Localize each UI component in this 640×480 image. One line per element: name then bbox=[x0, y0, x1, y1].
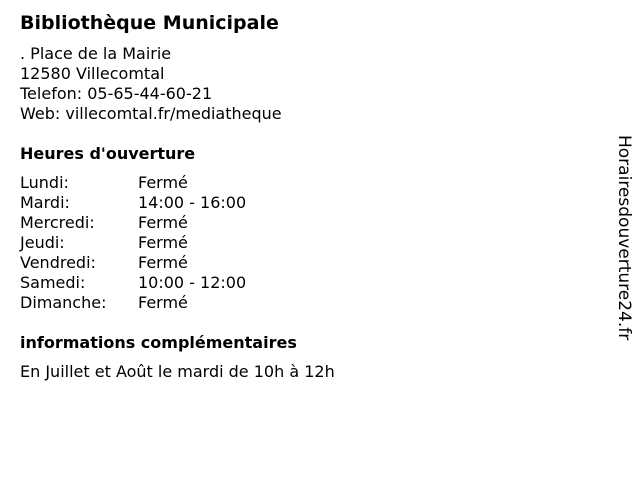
hours-day: Mardi: bbox=[20, 193, 70, 212]
info-heading: informations complémentaires bbox=[20, 333, 297, 352]
library-name: Bibliothèque Municipale bbox=[20, 12, 279, 34]
hours-day: Vendredi: bbox=[20, 253, 96, 272]
library-card bbox=[20, 10, 600, 382]
address-street: . Place de la Mairie bbox=[20, 44, 172, 63]
hours-value: Fermé bbox=[138, 293, 188, 312]
hours-value: Fermé bbox=[138, 233, 188, 252]
hours-value: Fermé bbox=[138, 213, 188, 232]
hours-row-sunday bbox=[20, 293, 600, 313]
hours-row-wednesday bbox=[20, 213, 600, 233]
address-city: 12580 Villecomtal bbox=[20, 64, 165, 83]
hours-day: Jeudi: bbox=[20, 233, 65, 252]
hours-row-tuesday bbox=[20, 193, 600, 213]
info-text: En Juillet et Août le mardi de 10h à 12h bbox=[20, 362, 335, 381]
hours-row-saturday bbox=[20, 273, 600, 293]
hours-value: Fermé bbox=[138, 253, 188, 272]
hours-day: Samedi: bbox=[20, 273, 86, 292]
hours-row-monday bbox=[20, 173, 600, 193]
hours-value: Fermé bbox=[138, 173, 188, 192]
address-block bbox=[20, 44, 600, 124]
phone-number: Telefon: 05-65-44-60-21 bbox=[20, 84, 213, 103]
hours-day: Dimanche: bbox=[20, 293, 107, 312]
hours-heading: Heures d'ouverture bbox=[20, 144, 196, 163]
hours-row-thursday bbox=[20, 233, 600, 253]
hours-day: Lundi: bbox=[20, 173, 69, 192]
hours-table bbox=[20, 173, 600, 313]
hours-value: 14:00 - 16:00 bbox=[138, 193, 247, 212]
brand-watermark: Horairesdouverture24.fr bbox=[614, 135, 634, 341]
hours-value: 10:00 - 12:00 bbox=[138, 273, 247, 292]
hours-day: Mercredi: bbox=[20, 213, 95, 232]
hours-row-friday bbox=[20, 253, 600, 273]
website-link[interactable]: Web: villecomtal.fr/mediatheque bbox=[20, 104, 282, 123]
